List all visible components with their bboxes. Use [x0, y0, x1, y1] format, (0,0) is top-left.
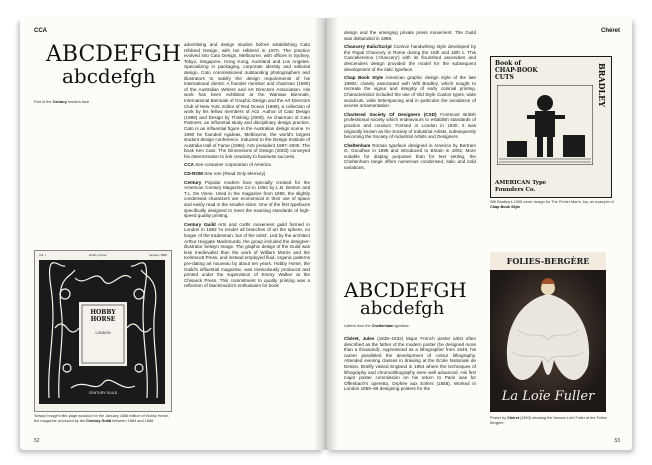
left-page — [20, 18, 324, 450]
cheltenham-lowercase: abcdefgh — [360, 298, 445, 319]
folio-right: 53 — [614, 438, 620, 444]
right-column-two — [344, 336, 476, 395]
left-column-two — [184, 42, 310, 292]
chap-book-illustration — [497, 85, 593, 165]
entry-century-guild: Century Guild Arts and crafts movement guild formed in London in 1882 'to render all branches of art the sphere, no longer of the tradesman, but of the artist'. Led by the architect Arthur Heygate Mackmurdo, the group included the designer-illustrator Selwyn Image. The graphic design of the Guild was less medievalist than the work of William Morris and the Kelmscott Press, and instead employed fluid, organic patterns pre-dating art nouveau by about ten years. Hobby Horse, the Guild's influential magazine, was meticulously produced and printed under the supervision of Emery Walker at the Chiswick Press. This commitment to quality printing was a reflection of Mackmurdo's enthusiasm for book — [184, 221, 310, 289]
entry-csd: Chartered Society Of Designers (CSD) Foremost British professional society which endeavours to establish standards of practice and conduct. Formed in London in 1930, it was originally known as the Society of Industrial Artists, subsequently becoming the Society of Industrial Artists and Designers. — [344, 111, 476, 140]
right-column-one — [344, 30, 476, 174]
book-gutter — [314, 18, 338, 450]
entry-chap-book-style: Chap Book Style American graphic design style of the late 1890s, closely associated with Will Bradley, which sought to recreate the vigour and integrity of early colonial printing. Characteristics included the use of Old Style Caslon types, wide woodcuts, wide letterspacing and in particular the avoidance of excess ornamentation. — [344, 75, 476, 109]
specimen-uppercase: ABCDEFGH — [46, 42, 182, 67]
chap-book-title: Book of CHAP-BOOK CUTS — [495, 60, 538, 81]
right-page — [326, 18, 632, 450]
cato-entry-text: advertising and design studios before establishing Cato Hibberd Design, with Ian Hibberd in 1970. The practice evolved into Cato Design, Melbourne, with offices in Sydney, Tokyo, Singapore, Hong Kong, Auckland and Los Angeles. Specializing in packaging, corporate identity and editorial design, Cato commissioned outstanding photographers and illustrators to satisfy the design requirements of his international clients. A founder member and chairman (1980) of the Australian Writers and Art Directors Association. His work has been exhibited at the Warsaw Biennale, International Biennale of Graphic Design and the Art Directors Club of New York. Editor of Red Ocean (1989), a collection of work by his fellow members of AGI. Author of Cato Design (1995) and Design by Thinking (2000). As chairman of Cato Partners, an influential study and disciplinary design practice, Cato is an influential figure in the Australian design scene. In 1990 he founded Agideas, Melbourne, the world's largest student design conference. Inducted to the Design Institute of Australia Hall of Fame (1996); AGI president 1997–2000. The book Ken Cato: The Dimensions of Design (2003) conveyed his determination to link creativity to business success. — [184, 42, 310, 159]
entry-cheret: Chéret, Jules (1836–1932) Major French poster artist often described as the father of the modern poster (he designed more than a thousand). Apprenticed as a lithographer from 1849, his career paralleled the development of colour lithography. Attended evening classes in drawing at the École Nationale de Dessin. Briefly visited England in 1854 where the techniques of lithography and chromolithography were well advanced. His first major poster commission on his return to Paris was for Offenbach's operetta, Orphée aux Enfers (1858). Worked in London 1859–66 designing posters for the — [344, 336, 476, 392]
entry-chancery: Chancery Italic/Script Cursive handwriting style developed by the Papal Chancery in Rome during the 15th and 16th c. This Cancelleresca ('chancery') with its flourished ascenders and descenders design provided the model for the subsequent development of the italic typeface. — [344, 44, 476, 72]
century-guild-continued: design and the emerging private press movement. The Guild was disbanded in 1888. — [344, 30, 476, 41]
entry-cca: CCA See container corporation of America — [184, 162, 271, 168]
poster-script-text: La Loïe Fuller — [501, 389, 595, 404]
running-head-right: Chéret — [600, 28, 620, 34]
folies-bergere-poster — [490, 252, 606, 412]
woodcut-bottom-text: CENTURY GUILD — [88, 391, 118, 395]
chap-book-caption: Will Bradley's 1905 cover design for The Printer Man's Joy, an example of Chap Book Style — [490, 200, 614, 209]
chap-book-publisher: AMERICAN Type Founders Co. — [495, 180, 547, 193]
book-spread — [14, 14, 640, 456]
entry-cdrom: CD-ROM See rom (Read Only Memory) — [184, 171, 266, 177]
specimen-lowercase: abcdefgh — [62, 64, 156, 88]
cheltenham-caption: Letters from the Cheltenham typeface. — [344, 324, 410, 328]
poster-title: FOLIES-BERGÈRE — [490, 252, 606, 270]
hobby-horse-caption: Selwyn Image's title-page woodcut for the January 1886 edition of Hobby Horse, the magazine produced by the Century Guild between 1884 and 1888. — [34, 414, 169, 423]
hobby-horse-woodcut — [34, 250, 172, 412]
entry-century: Century Popular modern face specially created for the American Century Magazine Co in 1894 by L.B. Benton and T.L. De Vinne. Used in the magazine from 1895, the slightly condensed characters are economical in their use of space and easily read in the smaller sizes. One of the first typefaces specifically designed to meet the exacting standards of high-speed quality printing. — [184, 179, 310, 219]
poster-caption: Poster by Chéret (1893) showing the famous Loïe Fuller at the Folies Bergère. — [490, 416, 607, 425]
woodcut-subtitle: LONDON — [95, 331, 111, 335]
specimen-caption: Part of the Century modern face — [34, 100, 90, 104]
entry-cheltenham: Cheltenham Roman typeface designed in America by Bertram G. Goodhue in 1896 and introduced to Britain in 1902. More suitable for display purposes than for text setting, the Cheltenham range offers numerous condensed, italic and bold variations. — [344, 142, 476, 171]
woodcut-title: HOBBY HORSE — [90, 309, 116, 323]
woodcut-header: Vol. I. Hobby Horse January 1886 — [39, 253, 167, 257]
chap-book-side-text: BRADLEY — [597, 63, 607, 107]
running-head-left: CCA — [34, 28, 47, 34]
folio-left: 52 — [34, 438, 40, 444]
chap-book-cover — [490, 56, 612, 198]
cheltenham-uppercase: ABCDEFGH — [344, 278, 467, 302]
